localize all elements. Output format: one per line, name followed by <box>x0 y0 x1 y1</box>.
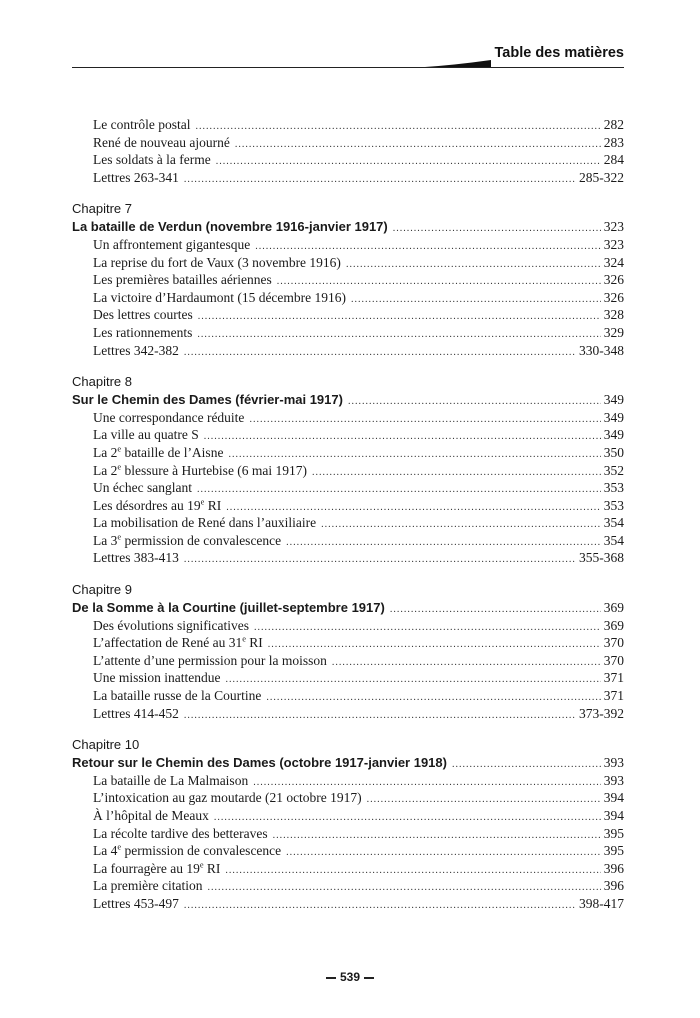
toc-entry-title: Lettres 263-341 <box>93 169 179 185</box>
toc-page-number: 323 <box>603 236 624 252</box>
toc-page-number: 326 <box>603 272 624 288</box>
toc-row <box>72 634 624 652</box>
toc-page-number: 354 <box>603 515 624 531</box>
toc-row <box>72 306 624 324</box>
dot-leader <box>249 411 600 429</box>
toc-row <box>72 409 624 427</box>
toc-page-number: 328 <box>603 307 624 323</box>
chapter-title-row <box>72 754 624 772</box>
toc-entry-title: L’affectation de René au 31e RI <box>93 634 263 651</box>
table-of-contents <box>72 116 624 913</box>
dot-leader <box>273 827 601 845</box>
toc-row <box>72 549 624 567</box>
toc-entry-title: Lettres 342-382 <box>93 342 179 358</box>
chapter-label: Chapitre 7 <box>72 201 132 217</box>
toc-entry-title: Un affrontement gigantesque <box>93 236 251 252</box>
header-title: Table des matières <box>494 45 624 61</box>
toc-row <box>72 842 624 860</box>
toc-entry-title: Retour sur le Chemin des Dames (octobre 1917-janvier 1918) <box>72 755 447 771</box>
toc-page-number: 326 <box>603 289 624 305</box>
toc-entry-title: La récolte tardive des betteraves <box>93 825 268 841</box>
toc-page-number: 330-348 <box>579 342 624 358</box>
toc-page-number: 349 <box>603 409 624 425</box>
toc-row <box>72 860 624 878</box>
toc-row <box>72 116 624 134</box>
toc-row <box>72 705 624 723</box>
folio-dash-left <box>326 977 336 979</box>
toc-row <box>72 324 624 342</box>
folio-dash-right <box>364 977 374 979</box>
toc-entry-title: La fourragère au 19e RI <box>93 860 221 876</box>
toc-entry-title: De la Somme à la Courtine (juillet-septembre 1917) <box>72 600 385 616</box>
dot-leader <box>351 291 601 309</box>
toc-page-number: 371 <box>603 670 624 686</box>
toc-page-number: 394 <box>603 808 624 823</box>
toc-row <box>72 669 624 687</box>
toc-page-number: 373-392 <box>579 705 624 721</box>
dot-leader <box>197 481 601 499</box>
toc-entry-title: La victoire d’Hardaumont (15 décembre 1916) <box>93 289 347 305</box>
dot-leader <box>195 118 600 136</box>
toc-row <box>72 825 624 843</box>
dot-leader <box>266 689 600 707</box>
toc-row <box>72 169 624 187</box>
toc-row <box>72 687 624 705</box>
toc-entry-title: La mobilisation de René dans l’auxiliaire <box>93 515 317 531</box>
toc-page-number: 282 <box>603 117 624 132</box>
toc-page-number: 395 <box>603 825 624 841</box>
dot-leader <box>390 601 601 619</box>
toc-page-number: 355-368 <box>579 550 624 566</box>
chapter-label: Chapitre 8 <box>72 374 132 390</box>
toc-entry-title: Lettres 383-413 <box>93 550 179 566</box>
toc-page-number: 285-322 <box>579 169 624 185</box>
toc-entry-title: Un échec sanglant <box>93 480 192 496</box>
dot-leader <box>346 256 601 274</box>
toc-page-number: 350 <box>603 444 624 460</box>
toc-page-number: 324 <box>603 254 624 270</box>
chapter-label: Chapitre 9 <box>72 582 132 598</box>
chapter-label: Chapitre 10 <box>72 737 140 753</box>
toc-page-number: 393 <box>603 755 624 771</box>
toc-entry-title: La bataille de La Malmaison <box>93 772 249 788</box>
toc-entry-title: Les rationnements <box>93 324 193 340</box>
toc-page-number: 349 <box>603 392 624 408</box>
toc-entry-title: Les désordres au 19e RI <box>93 497 222 513</box>
toc-entry-title: L’intoxication au gaz moutarde (21 octobre 1917) <box>93 790 362 806</box>
dot-leader <box>204 428 601 446</box>
toc-row <box>72 895 624 913</box>
dot-leader <box>286 534 601 552</box>
header-rule <box>72 67 624 68</box>
toc-row <box>72 254 624 272</box>
toc-page-number: 370 <box>603 635 624 651</box>
toc-row <box>72 479 624 497</box>
toc-page-number: 396 <box>603 860 624 876</box>
chapter-title-row <box>72 391 624 409</box>
toc-row <box>72 652 624 670</box>
toc-page-number: 398-417 <box>579 895 624 911</box>
page-folio <box>0 970 700 984</box>
toc-row <box>72 532 624 550</box>
dot-leader <box>225 671 600 689</box>
running-header <box>72 42 624 68</box>
dot-leader <box>184 171 576 189</box>
toc-row <box>72 462 624 480</box>
dot-leader <box>184 344 576 362</box>
toc-row <box>72 807 624 825</box>
toc-entry-title: Lettres 453-497 <box>93 895 179 911</box>
toc-row <box>72 444 624 462</box>
toc-page-number: 323 <box>603 219 624 235</box>
dot-leader <box>216 153 601 171</box>
dot-leader <box>367 791 601 809</box>
toc-page-number: 283 <box>603 134 624 150</box>
toc-row <box>72 426 624 444</box>
toc-entry-title: La bataille de Verdun (novembre 1916-janvier 1917) <box>72 219 388 235</box>
dot-leader <box>184 707 576 725</box>
toc-row <box>72 151 624 169</box>
toc-page-number: 284 <box>603 152 624 168</box>
toc-entry-title: La 2e blessure à Hurtebise (6 mai 1917) <box>93 462 308 478</box>
dot-leader <box>452 756 601 774</box>
toc-page-number: 369 <box>603 600 624 616</box>
toc-row <box>72 236 624 254</box>
dot-leader <box>225 862 600 880</box>
dot-leader <box>393 220 601 238</box>
toc-row <box>72 514 624 532</box>
toc-row <box>72 342 624 360</box>
toc-row <box>72 289 624 307</box>
toc-entry-title: Les premières batailles aériennes <box>93 272 272 288</box>
toc-row <box>72 497 624 515</box>
dot-leader <box>184 551 576 569</box>
toc-entry-title: Lettres 414-452 <box>93 705 179 721</box>
dot-leader <box>207 879 600 897</box>
chapter-title-row <box>72 599 624 617</box>
toc-entry-title: La première citation <box>93 878 203 894</box>
toc-page-number: 349 <box>603 427 624 443</box>
dot-leader <box>321 516 601 534</box>
toc-page-number: 394 <box>603 790 624 806</box>
toc-row <box>72 877 624 895</box>
toc-page-number: 370 <box>603 652 624 668</box>
dot-leader <box>197 326 600 344</box>
toc-entry-title: Des évolutions significatives <box>93 617 249 633</box>
toc-page-number: 393 <box>603 772 624 788</box>
dot-leader <box>332 654 601 672</box>
toc-entry-title: Sur le Chemin des Dames (février-mai 1917) <box>72 392 343 408</box>
dot-leader <box>235 136 601 154</box>
toc-entry-title: Des lettres courtes <box>93 307 193 323</box>
toc-page-number: 369 <box>603 617 624 633</box>
dot-leader <box>286 844 601 862</box>
toc-page-number: 329 <box>603 324 624 340</box>
toc-page-number: 353 <box>603 480 624 496</box>
dot-leader <box>348 393 601 411</box>
toc-row <box>72 134 624 152</box>
toc-entry-title: À l’hôpital de Meaux <box>93 808 209 823</box>
toc-entry-title: Une correspondance réduite <box>93 409 245 425</box>
toc-entry-title: La reprise du fort de Vaux (3 novembre 1916) <box>93 254 341 270</box>
dot-leader <box>312 464 601 482</box>
toc-entry-title: La ville au quatre S <box>93 427 199 443</box>
page-number: 539 <box>339 970 361 984</box>
toc-entry-title: L’attente d’une permission pour la moisson <box>93 652 327 668</box>
toc-entry-title: La 3e permission de convalescence <box>93 532 282 548</box>
toc-row <box>72 271 624 289</box>
toc-entry-title: Le contrôle postal <box>93 117 191 132</box>
toc-page-number: 371 <box>603 688 624 704</box>
toc-page-number: 353 <box>603 497 624 513</box>
toc-row <box>72 617 624 635</box>
dot-leader <box>214 809 601 827</box>
toc-page-number: 352 <box>603 462 624 478</box>
toc-row <box>72 789 624 807</box>
toc-page-number: 396 <box>603 878 624 894</box>
toc-entry-title: La bataille russe de la Courtine <box>93 688 262 704</box>
toc-page-number: 395 <box>603 843 624 859</box>
dot-leader <box>254 619 601 637</box>
toc-page-number: 354 <box>603 532 624 548</box>
chapter-title-row <box>72 218 624 236</box>
toc-entry-title: Une mission inattendue <box>93 670 221 686</box>
toc-row <box>72 772 624 790</box>
toc-entry-title: Les soldats à la ferme <box>93 152 211 168</box>
toc-entry-title: La 2e bataille de l’Aisne <box>93 444 224 460</box>
dot-leader <box>184 897 576 915</box>
dot-leader <box>198 308 601 326</box>
toc-entry-title: René de nouveau ajourné <box>93 134 230 150</box>
toc-entry-title: La 4e permission de convalescence <box>93 842 282 859</box>
